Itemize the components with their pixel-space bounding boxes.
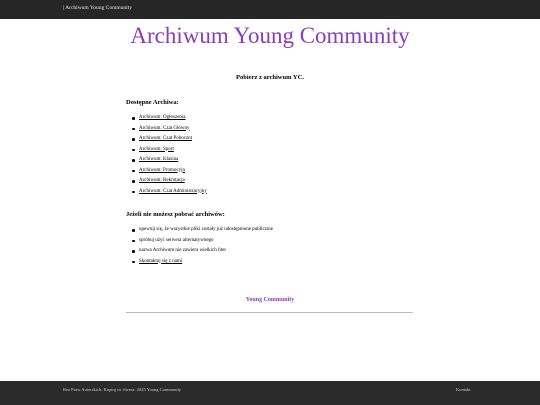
bullet-icon xyxy=(132,261,135,264)
archive-list-item xyxy=(126,176,207,187)
bullet-icon xyxy=(132,240,135,243)
help-text-lowercase-name: nazwa Archiwum nie zawiera wielkich liter xyxy=(139,248,227,253)
archive-link-sport[interactable]: Archiwum: Sport xyxy=(139,146,174,152)
help-list-item xyxy=(126,246,273,257)
bullet-icon xyxy=(132,191,135,194)
help-list-item xyxy=(126,225,273,236)
archive-link-czat-poboczny[interactable]: Archiwum: Czat Pobocznt xyxy=(139,136,193,141)
archives-list xyxy=(126,113,207,197)
archive-link-klasina[interactable]: Archiwum: Klasina xyxy=(139,157,179,162)
bullet-icon xyxy=(132,170,135,173)
bullet-icon xyxy=(132,117,135,120)
archive-list-item xyxy=(126,166,207,177)
archive-link-promocyjn[interactable]: Archiwum: Promocyjn xyxy=(139,167,185,173)
bullet-icon xyxy=(132,229,135,232)
archive-list-item xyxy=(126,145,207,156)
bullet-icon xyxy=(132,128,135,131)
archive-list-item xyxy=(126,124,207,135)
help-text-publicly-shared: upewnij się, że wszystkie pliki zostały już udostępnione publicznie xyxy=(139,227,273,232)
page-subtitle: Pobierz z archiwum YC. xyxy=(236,74,304,81)
bullet-icon xyxy=(132,250,135,253)
archive-list-item xyxy=(126,155,207,166)
page-title: Archiwum Young Community xyxy=(130,23,410,48)
bullet-icon xyxy=(132,180,135,183)
help-list-item xyxy=(126,257,273,268)
archive-link-rekrutacja[interactable]: Archiwum: Rekrutacja xyxy=(139,178,185,183)
help-list xyxy=(126,225,273,267)
navbar-brand-link[interactable]: | Archiwum Young Community xyxy=(63,5,132,11)
copyright-text: Bez Praw Autorskich. Kopiuj co chcesz. 2025 Young Community xyxy=(63,387,182,392)
archive-link-ogloszenia[interactable]: Archiwum: Ogłoszenia xyxy=(139,115,186,120)
top-navbar xyxy=(0,0,540,19)
archive-link-czat-administracyjny[interactable]: Archiwum: Czat Administracyjny xyxy=(139,188,207,194)
archive-link-czat-glowny[interactable]: Archiwum: Czat Główny xyxy=(139,125,190,131)
contact-us-link[interactable]: Skontaktuj się z nami xyxy=(139,258,183,264)
bottom-footer-bar xyxy=(0,381,540,405)
bullet-icon xyxy=(132,149,135,152)
footer-brand: Young Community xyxy=(245,297,295,303)
help-heading: Jeżeli nie możesz pobrać archiwów: xyxy=(126,211,225,218)
bullet-icon xyxy=(132,138,135,141)
help-list-item xyxy=(126,236,273,247)
archive-list-item xyxy=(126,113,207,124)
footer-divider xyxy=(126,312,413,313)
help-text-alternative-server: spróbuj użyć serwera alternatywnego xyxy=(139,237,214,243)
archive-list-item xyxy=(126,134,207,145)
bullet-icon xyxy=(132,159,135,162)
archives-heading: Dostępne Archiwa: xyxy=(126,99,179,106)
archive-list-item xyxy=(126,187,207,198)
footer-contact-link[interactable]: Kontakt xyxy=(456,387,471,392)
